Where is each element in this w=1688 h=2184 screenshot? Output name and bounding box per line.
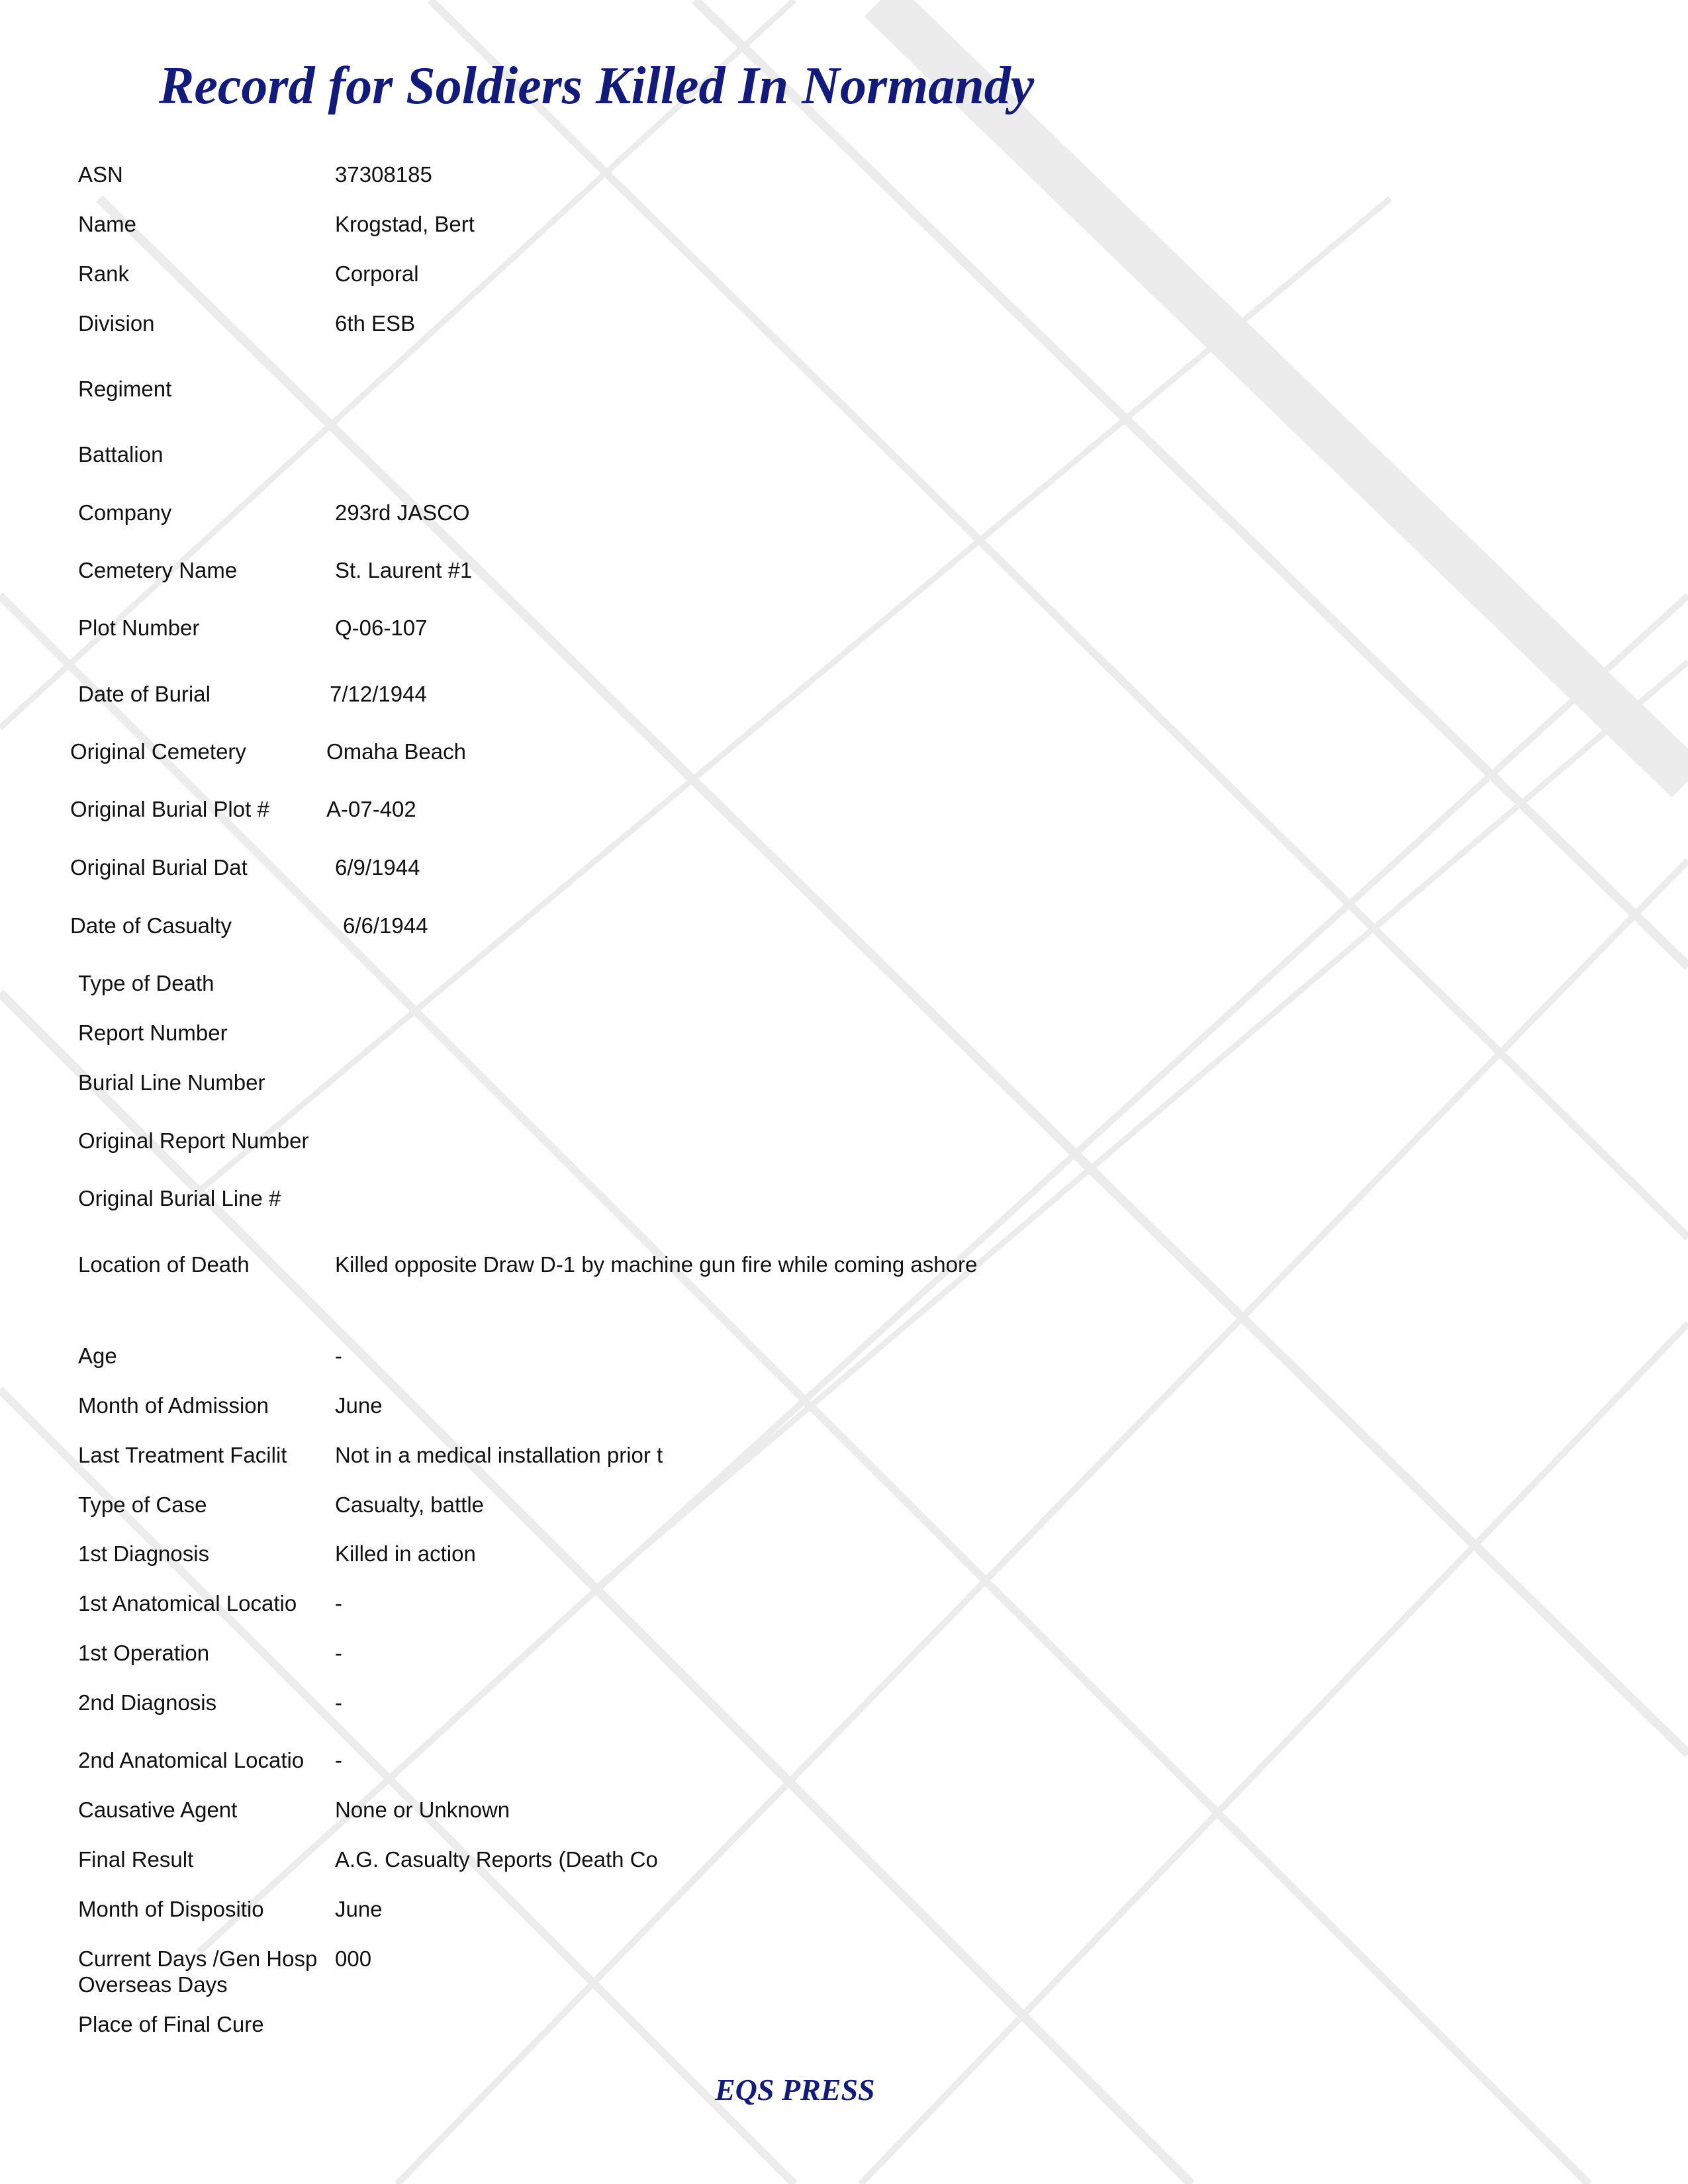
label-original-burial-line: Original Burial Line #: [78, 1186, 281, 1210]
value-date-of-burial: 7/12/1944: [330, 682, 427, 706]
value-second-diagnosis: -: [335, 1690, 342, 1715]
label-original-cemetery: Original Cemetery: [70, 739, 246, 764]
label-month-of-admission: Month of Admission: [78, 1393, 269, 1418]
label-name: Name: [78, 212, 137, 236]
value-rank: Corporal: [335, 261, 419, 286]
value-original-burial-plot: A-07-402: [326, 797, 416, 821]
value-type-of-case: Casualty, battle: [335, 1492, 485, 1517]
label-place-of-final-cure: Place of Final Cure: [78, 2012, 264, 2036]
label-first-anatomical-location: 1st Anatomical Locatio: [78, 1591, 297, 1615]
value-original-burial-date: 6/9/1944: [335, 855, 420, 880]
value-asn: 37308185: [335, 162, 432, 187]
label-original-report-number: Original Report Number: [78, 1128, 309, 1153]
value-final-result: A.G. Casualty Reports (Death Co: [335, 1847, 658, 1872]
label-burial-line-number: Burial Line Number: [78, 1070, 265, 1095]
value-age: -: [335, 1343, 342, 1368]
value-first-anatomical-location: -: [335, 1591, 342, 1615]
label-original-burial-plot: Original Burial Plot #: [70, 797, 269, 821]
label-plot-number: Plot Number: [78, 615, 200, 640]
watermark-line: [430, 0, 1688, 1238]
label-company: Company: [78, 500, 172, 525]
label-type-of-case: Type of Case: [78, 1492, 207, 1517]
watermark-line: [99, 199, 1688, 1754]
label-second-diagnosis: 2nd Diagnosis: [78, 1690, 217, 1715]
label-cemetery-name: Cemetery Name: [78, 558, 238, 582]
value-second-anatomical-location: -: [335, 1748, 342, 1772]
label-asn: ASN: [78, 162, 123, 187]
value-current-days: 000: [335, 1946, 372, 1971]
label-overseas-days: Overseas Days: [78, 1972, 228, 1997]
value-month-of-disposition: June: [335, 1897, 383, 1921]
label-location-of-death: Location of Death: [78, 1252, 250, 1277]
value-name: Krogstad, Bert: [335, 212, 475, 236]
watermark-line: [0, 993, 1192, 2184]
value-cemetery-name: St. Laurent #1: [335, 558, 473, 582]
label-current-days: Current Days /Gen Hosp: [78, 1946, 318, 1971]
label-rank: Rank: [78, 261, 130, 286]
label-final-result: Final Result: [78, 1847, 194, 1872]
publisher-footer: EQS PRESS: [715, 2073, 875, 2107]
label-last-treatment-facility: Last Treatment Facilit: [78, 1443, 287, 1467]
watermark-line: [397, 860, 1688, 2184]
label-battalion: Battalion: [78, 442, 164, 467]
label-original-burial-date: Original Burial Dat: [70, 855, 248, 880]
label-first-operation: 1st Operation: [78, 1641, 210, 1665]
value-location-of-death: Killed opposite Draw D-1 by machine gun fire while coming ashore: [335, 1252, 978, 1277]
document-title: Record for Soldiers Killed In Normandy: [159, 57, 1035, 115]
watermark-line: [861, 1324, 1688, 2184]
label-division: Division: [78, 311, 155, 336]
value-company: 293rd JASCO: [335, 500, 470, 525]
label-date-of-burial: Date of Burial: [78, 682, 211, 706]
value-original-cemetery: Omaha Beach: [326, 739, 466, 764]
value-plot-number: Q-06-107: [335, 615, 428, 640]
value-first-operation: -: [335, 1641, 342, 1665]
label-causative-agent: Causative Agent: [78, 1797, 238, 1822]
label-age: Age: [78, 1343, 117, 1368]
label-regiment: Regiment: [78, 377, 172, 401]
value-division: 6th ESB: [335, 311, 416, 336]
label-month-of-disposition: Month of Dispositio: [78, 1897, 264, 1921]
value-causative-agent: None or Unknown: [335, 1797, 510, 1822]
value-month-of-admission: June: [335, 1393, 383, 1418]
label-first-diagnosis: 1st Diagnosis: [78, 1541, 210, 1566]
value-last-treatment-facility: Not in a medical installation prior t: [335, 1443, 663, 1467]
label-report-number: Report Number: [78, 1021, 228, 1045]
watermark-line: [596, 662, 1688, 1588]
label-date-of-casualty: Date of Casualty: [70, 913, 232, 938]
watermark-line: [695, 0, 1688, 966]
value-first-diagnosis: Killed in action: [335, 1541, 476, 1566]
label-type-of-death: Type of Death: [78, 971, 214, 995]
value-date-of-casualty: 6/6/1944: [343, 913, 428, 938]
label-second-anatomical-location: 2nd Anatomical Locatio: [78, 1748, 305, 1772]
